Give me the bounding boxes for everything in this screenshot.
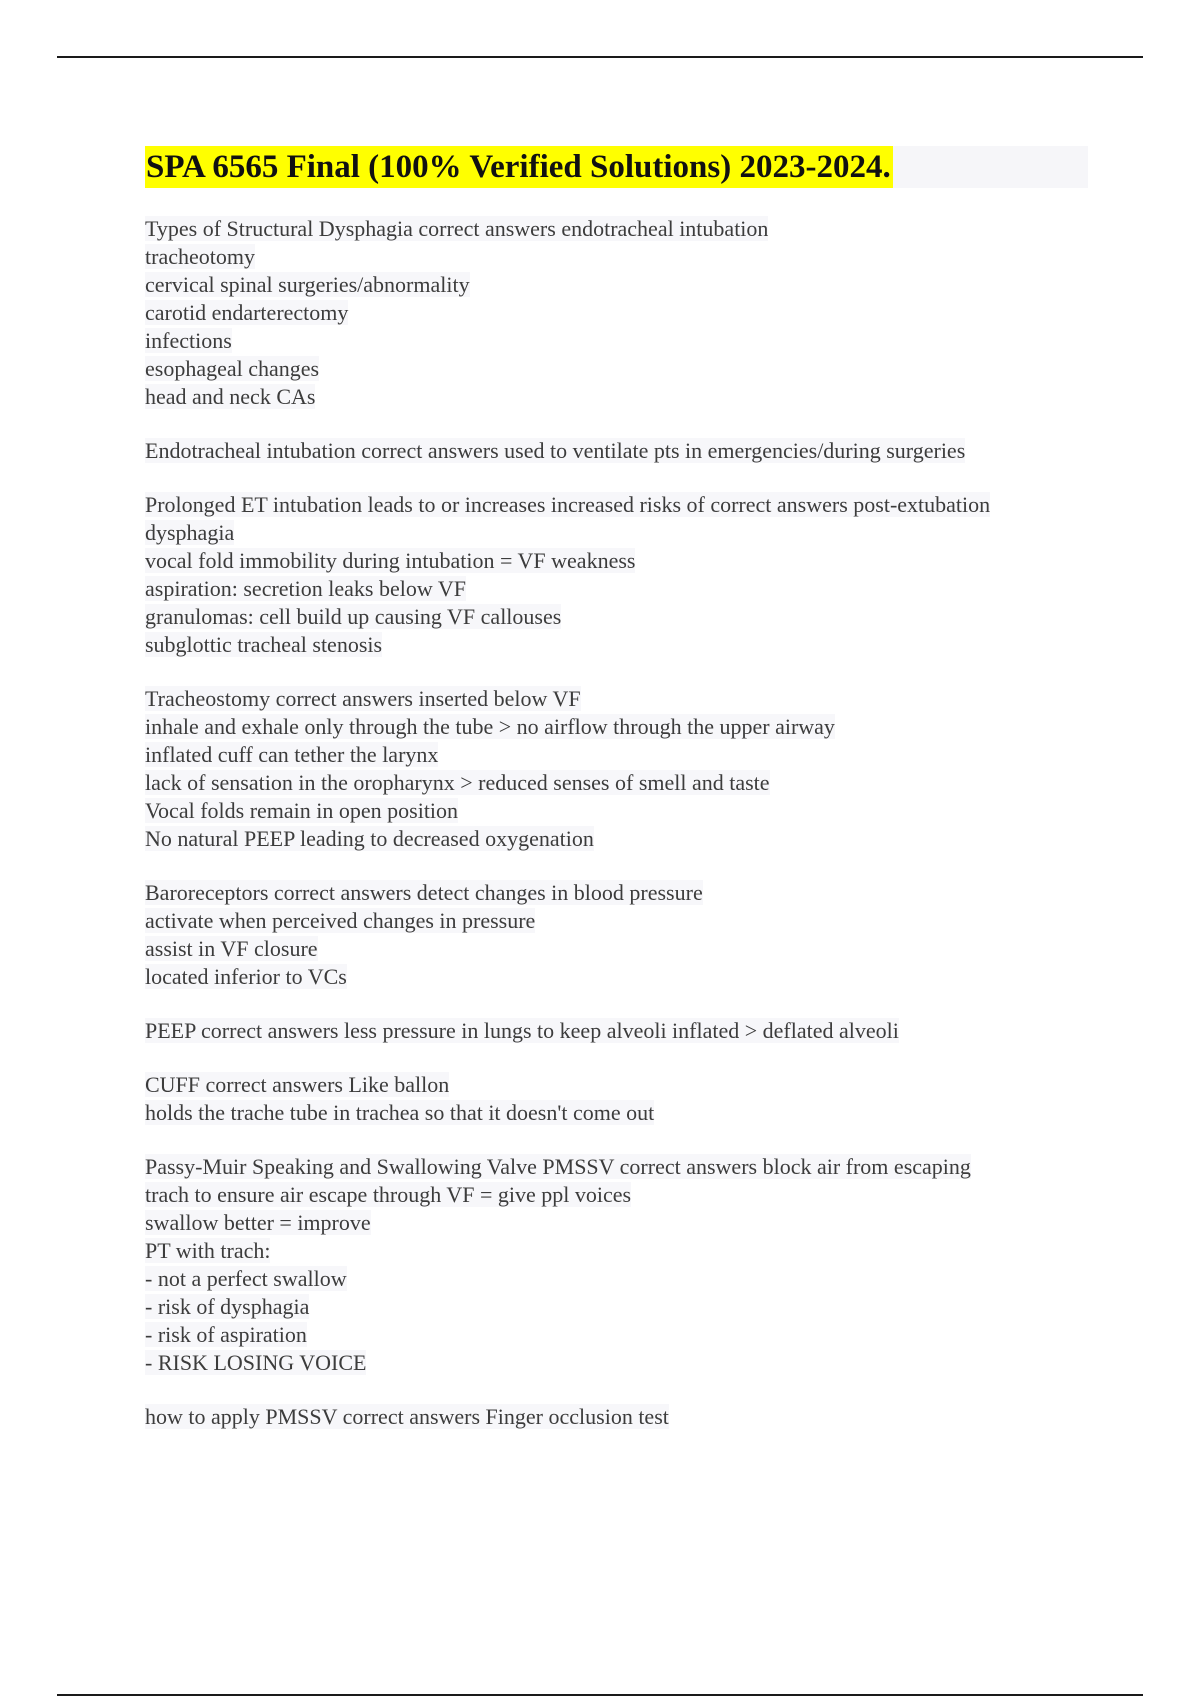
- text-line: [145, 1265, 1105, 1293]
- text-line: [145, 603, 1105, 631]
- text-line-content: granulomas: cell build up causing VF callouses: [145, 604, 562, 629]
- text-line-content: PEEP correct answers less pressure in lungs to keep alveoli inflated > deflated alveoli: [145, 1018, 899, 1043]
- text-line-content: Tracheostomy correct answers inserted below VF: [145, 686, 581, 711]
- qa-block: [145, 1017, 1105, 1045]
- bottom-rule: [57, 1694, 1143, 1696]
- text-line-content: - not a perfect swallow: [145, 1266, 347, 1291]
- text-line: [145, 1181, 1105, 1209]
- text-line-content: assist in VF closure: [145, 936, 318, 961]
- qa-block: [145, 1403, 1105, 1431]
- text-line-content: PT with trach:: [145, 1238, 271, 1263]
- text-line: [145, 1017, 1105, 1045]
- text-line-content: cervical spinal surgeries/abnormality: [145, 272, 470, 297]
- text-line-content: Endotracheal intubation correct answers used to ventilate pts in emergencies/during surgeries: [145, 438, 966, 463]
- text-line-content: inhale and exhale only through the tube > no airflow through the upper airway: [145, 714, 835, 739]
- text-line-content: Types of Structural Dysphagia correct answers endotracheal intubation: [145, 216, 769, 241]
- text-line-content: trach to ensure air escape through VF = give ppl voices: [145, 1182, 632, 1207]
- text-line-content: inflated cuff can tether the larynx: [145, 742, 439, 767]
- text-line: [145, 935, 1105, 963]
- top-rule: [57, 56, 1143, 58]
- text-line-content: Baroreceptors correct answers detect changes in blood pressure: [145, 880, 703, 905]
- text-line: [145, 215, 1105, 243]
- text-line-content: lack of sensation in the oropharynx > reduced senses of smell and taste: [145, 770, 770, 795]
- text-line-content: activate when perceived changes in pressure: [145, 908, 536, 933]
- text-line: [145, 299, 1105, 327]
- qa-block: [145, 1071, 1105, 1127]
- text-line: [145, 355, 1105, 383]
- text-line: [145, 631, 1105, 659]
- text-line-content: head and neck CAs: [145, 384, 316, 409]
- text-line-content: Passy-Muir Speaking and Swallowing Valve PMSSV correct answers block air from escaping: [145, 1154, 971, 1179]
- document-title: SPA 6565 Final (100% Verified Solutions) 2023-2024.: [145, 146, 893, 188]
- text-line: [145, 519, 1105, 547]
- text-line-content: dysphagia: [145, 520, 235, 545]
- document-body: [145, 215, 1105, 1457]
- text-line: [145, 327, 1105, 355]
- qa-block: [145, 879, 1105, 991]
- text-line: [145, 1099, 1105, 1127]
- text-line: [145, 491, 1105, 519]
- text-line: [145, 271, 1105, 299]
- text-line: [145, 437, 1105, 465]
- text-line-content: located inferior to VCs: [145, 964, 347, 989]
- text-line-content: swallow better = improve: [145, 1210, 371, 1235]
- text-line: [145, 825, 1105, 853]
- text-line: [145, 1293, 1105, 1321]
- text-line: [145, 575, 1105, 603]
- text-line-content: CUFF correct answers Like ballon: [145, 1072, 450, 1097]
- text-line-content: No natural PEEP leading to decreased oxygenation: [145, 826, 594, 851]
- text-line: [145, 685, 1105, 713]
- text-line: [145, 879, 1105, 907]
- text-line-content: tracheotomy: [145, 244, 255, 269]
- text-line-content: how to apply PMSSV correct answers Finger occlusion test: [145, 1404, 669, 1429]
- text-line: [145, 1321, 1105, 1349]
- qa-block: [145, 215, 1105, 411]
- text-line: [145, 963, 1105, 991]
- qa-block: [145, 685, 1105, 853]
- text-line-content: infections: [145, 328, 232, 353]
- text-line: [145, 547, 1105, 575]
- text-line: [145, 1209, 1105, 1237]
- qa-block: [145, 437, 1105, 465]
- text-line: [145, 1349, 1105, 1377]
- text-line-content: carotid endarterectomy: [145, 300, 349, 325]
- text-line: [145, 1403, 1105, 1431]
- text-line: [145, 713, 1105, 741]
- text-line-content: Prolonged ET intubation leads to or increases increased risks of correct answers post-extubation: [145, 492, 991, 517]
- text-line-content: Vocal folds remain in open position: [145, 798, 459, 823]
- text-line: [145, 907, 1105, 935]
- qa-block: [145, 491, 1105, 659]
- text-line-content: subglottic tracheal stenosis: [145, 632, 383, 657]
- text-line: [145, 383, 1105, 411]
- text-line: [145, 243, 1105, 271]
- text-line-content: holds the trache tube in trachea so that it doesn't come out: [145, 1100, 655, 1125]
- text-line: [145, 797, 1105, 825]
- text-line-content: - RISK LOSING VOICE: [145, 1350, 367, 1375]
- text-line: [145, 769, 1105, 797]
- text-line-content: - risk of dysphagia: [145, 1294, 310, 1319]
- text-line-content: - risk of aspiration: [145, 1322, 307, 1347]
- text-line-content: esophageal changes: [145, 356, 320, 381]
- text-line-content: aspiration: secretion leaks below VF: [145, 576, 466, 601]
- text-line-content: vocal fold immobility during intubation = VF weakness: [145, 548, 636, 573]
- text-line: [145, 1071, 1105, 1099]
- qa-block: [145, 1153, 1105, 1377]
- text-line: [145, 1153, 1105, 1181]
- text-line: [145, 741, 1105, 769]
- text-line: [145, 1237, 1105, 1265]
